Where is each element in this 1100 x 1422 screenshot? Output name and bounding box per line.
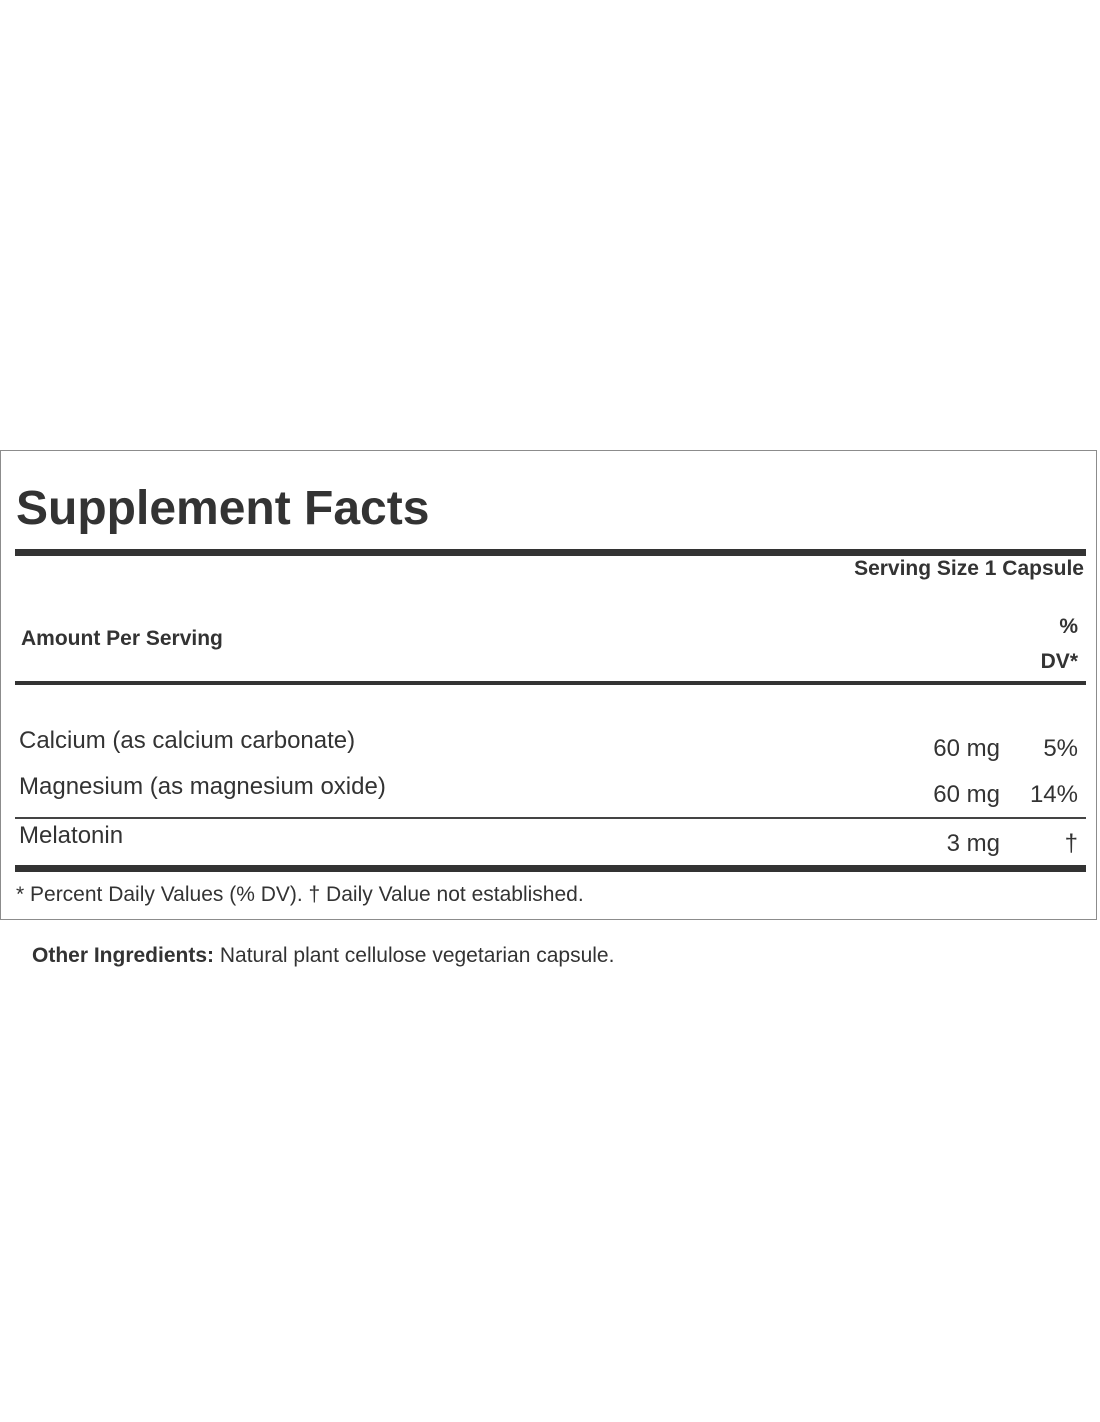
other-ingredients-text: Natural plant cellulose vegetarian capsule. [214, 944, 615, 967]
divider-thick-bottom [15, 865, 1086, 872]
dv-column-header [1018, 609, 1078, 679]
supplement-facts-panel [0, 450, 1097, 920]
divider-thick-top [15, 549, 1086, 556]
nutrient-dv-magnesium: 14% [1029, 781, 1078, 808]
serving-size: Serving Size 1 Capsule [854, 557, 1084, 580]
divider-mid [15, 681, 1086, 685]
nutrient-amount-calcium: 60 mg [933, 735, 1000, 762]
nutrient-name-calcium: Calcium (as calcium carbonate) [19, 727, 356, 754]
nutrient-dv-melatonin: † [1064, 830, 1078, 857]
dv-header-label: DV* [1040, 650, 1078, 673]
nutrient-amount-melatonin: 3 mg [946, 830, 1000, 857]
nutrient-name-melatonin: Melatonin [19, 822, 124, 849]
nutrient-dv-calcium: 5% [1043, 735, 1078, 762]
divider-thin [15, 817, 1086, 819]
nutrient-name-magnesium: Magnesium (as magnesium oxide) [19, 773, 386, 800]
amount-per-serving-heading: Amount Per Serving [21, 627, 223, 650]
dv-header-percent: % [1059, 615, 1078, 638]
nutrient-amount-magnesium: 60 mg [933, 781, 1000, 808]
label-title: Supplement Facts [16, 482, 430, 535]
dv-footnote: * Percent Daily Values (% DV). † Daily Value not established. [16, 883, 584, 906]
other-ingredients-heading: Other Ingredients: [32, 944, 215, 967]
other-ingredients [32, 944, 614, 968]
